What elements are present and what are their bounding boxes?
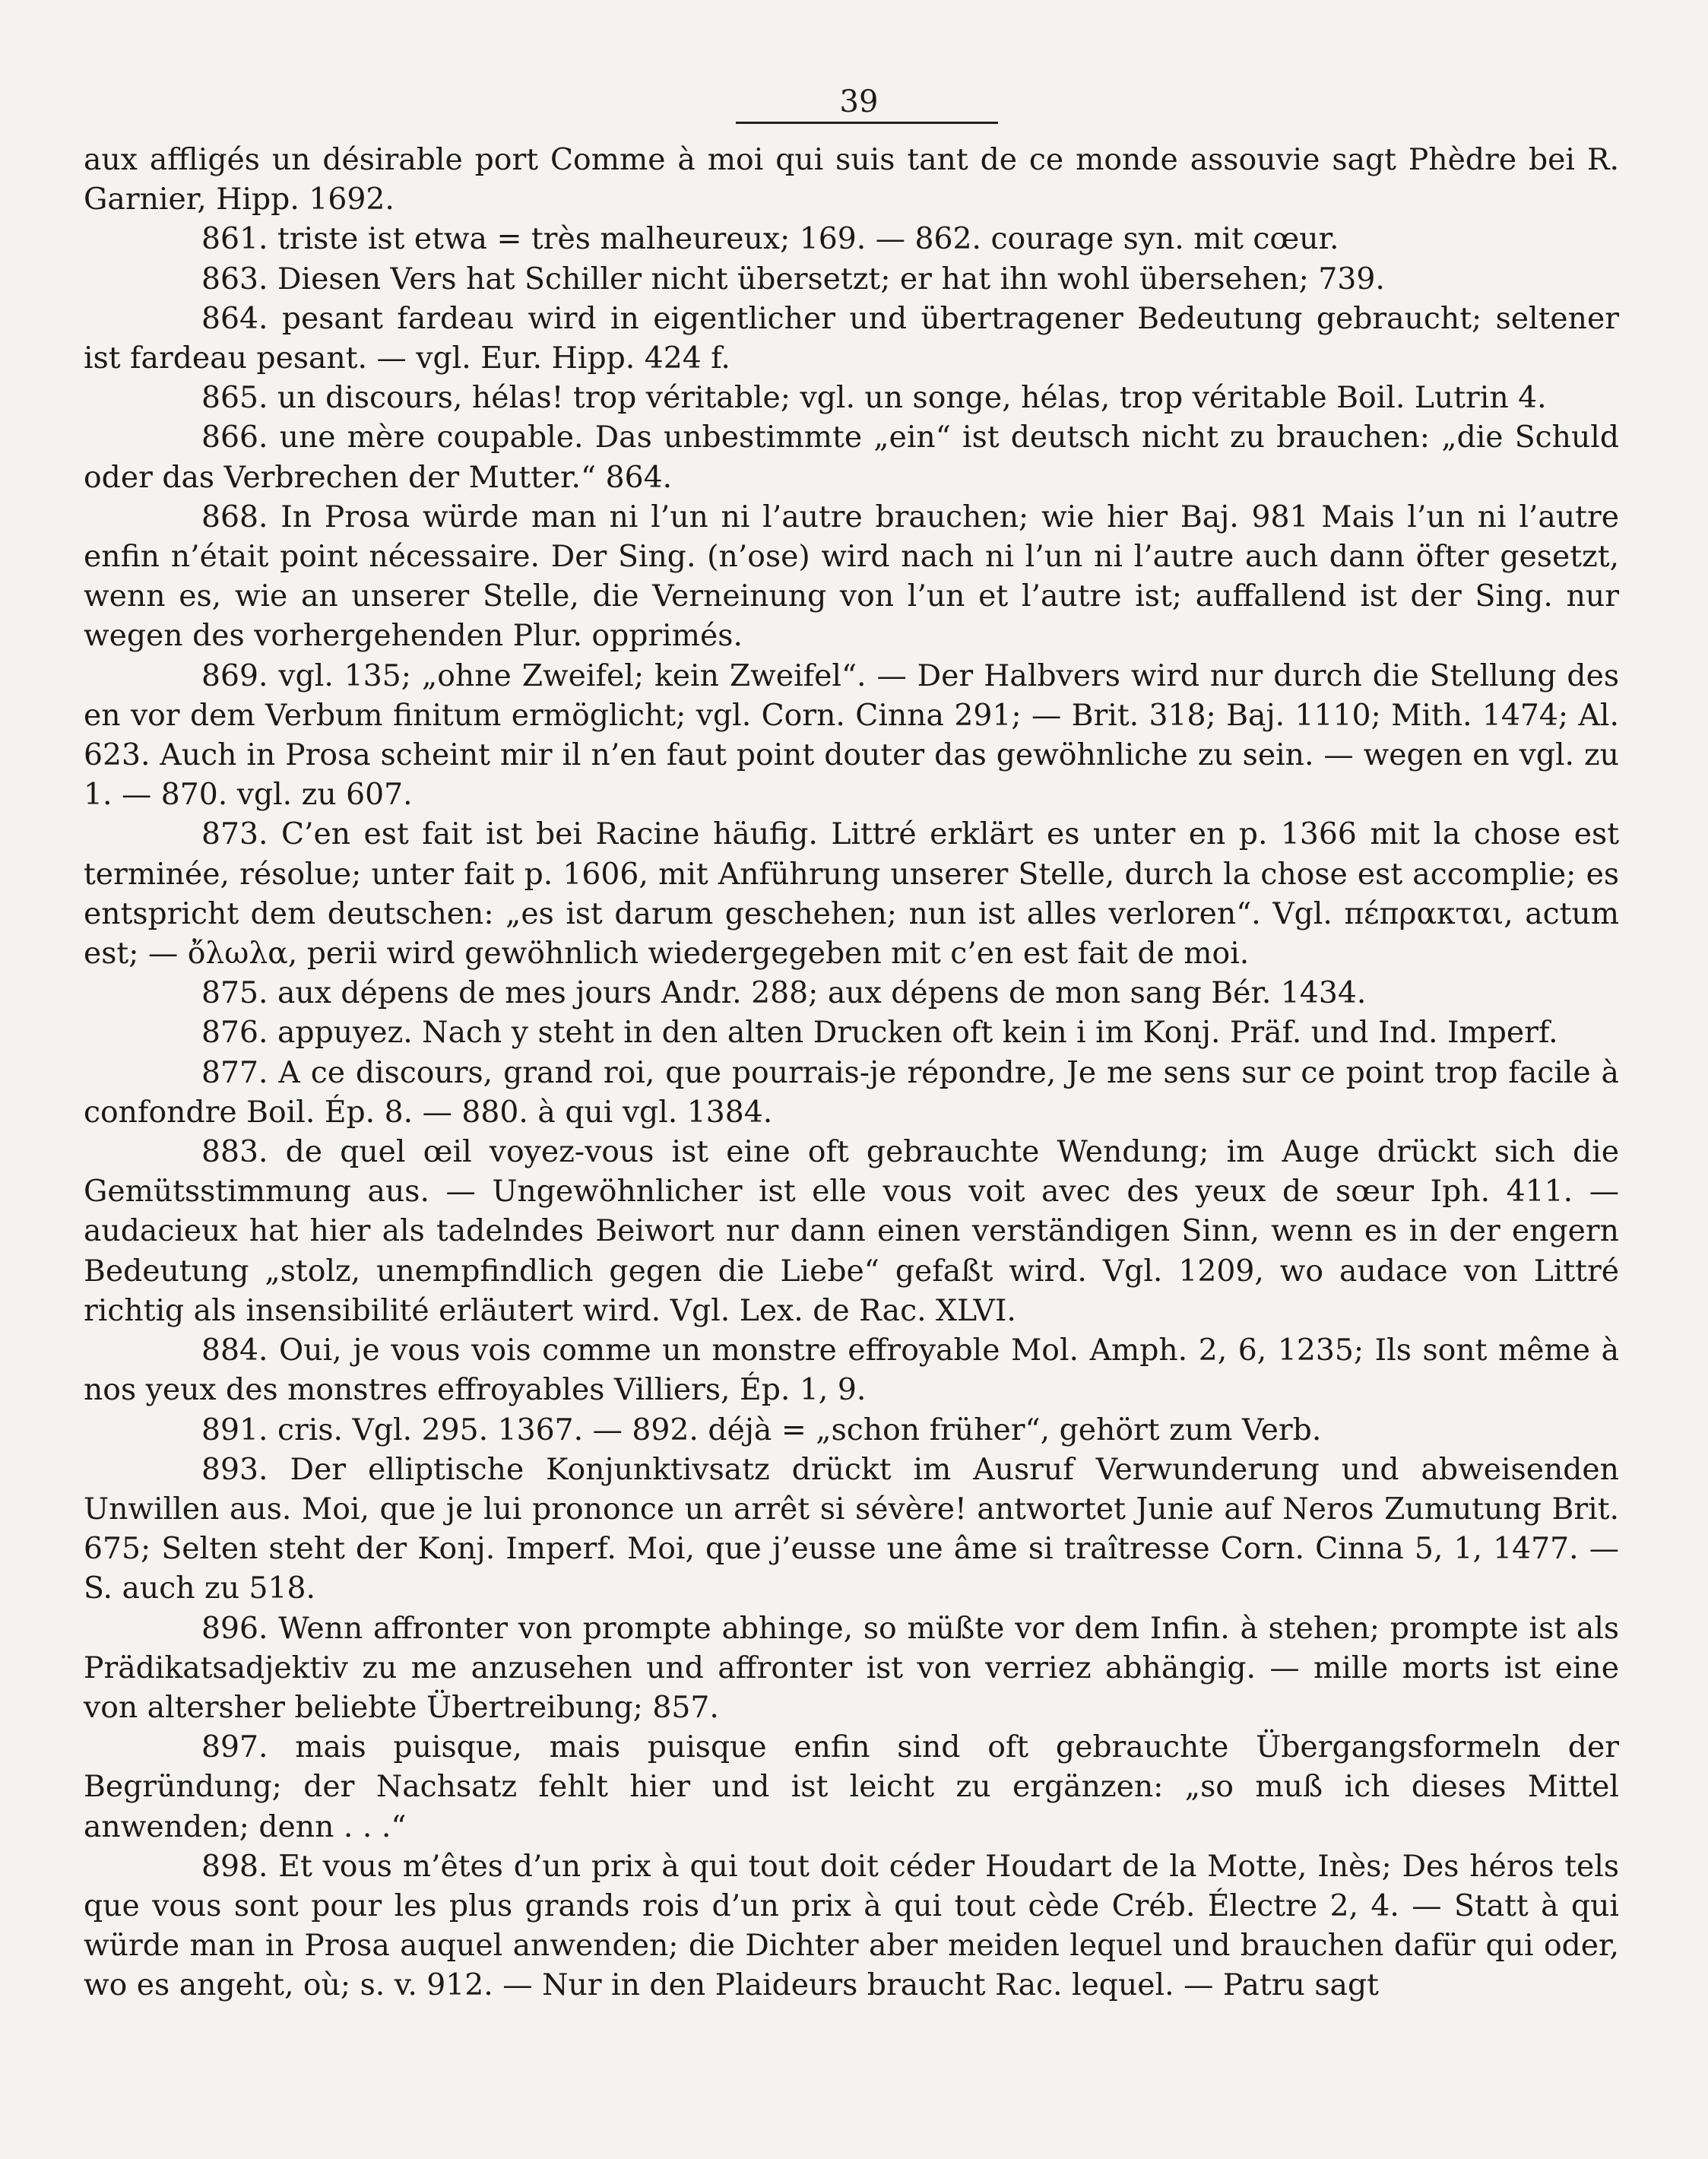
- paragraph-continued: aux affligés un désirable port Comme à moi qui suis tant de ce monde assouvie sagt Phèdre bei R. Garnier, Hipp. 1692.: [84, 143, 1619, 217]
- note-863: 863. Diesen Vers hat Schiller nicht übersetzt; er hat ihn wohl übersehen; 739.: [201, 262, 1385, 296]
- note-896: 896. Wenn affronter von prompte abhinge, so müßte vor dem Infin. à stehen; prompte ist als Prädikatsadjektiv zu me anzusehen und affronter ist von verriez abhängig. — mille morts ist eine von altersher beliebte Übertreibung; 857.: [84, 1611, 1619, 1725]
- header-rule: [736, 122, 998, 124]
- note-898: 898. Et vous m’êtes d’un prix à qui tout doit céder Houdart de la Motte, Inès; Des héros tels que vous sont pour les plus grands rois d’un prix à qui tout cède Créb. Électre 2, 4. — Statt à qui würde man in Prosa auquel anwenden; die Dichter aber meiden lequel und brauchen dafür qui oder, wo es angeht, où; s. v. 912. — Nur in den Plaideurs braucht Rac. lequel. — Patru sagt: [84, 1849, 1619, 2003]
- note-868: 868. In Prosa würde man ni l’un ni l’autre brauchen; wie hier Baj. 981 Mais l’un ni l’autre enfin n’était point nécessaire. Der Sing. (n’ose) wird nach ni l’un ni l’autre auch dann öfter gesetzt, wenn es, wie an unserer Stelle, die Verneinung von l’un et l’autre ist; auffallend ist der Sing. nur wegen des vorhergehenden Plur. opprimés.: [84, 499, 1619, 654]
- page-number: 39: [839, 84, 879, 119]
- note-864: 864. pesant fardeau wird in eigentlicher und übertragener Bedeutung gebraucht; seltener ist fardeau pesant. — vgl. Eur. Hipp. 424 f.: [84, 301, 1619, 376]
- note-893: 893. Der elliptische Konjunktivsatz drückt im Ausruf Verwunderung und abweisenden Unwillen aus. Moi, que je lui prononce un arrêt si sévère! antwortet Junie auf Neros Zumutung Brit. 675; Selten steht der Konj. Imperf. Moi, que j’eusse une âme si traîtresse Corn. Cinna 5, 1, 1477. — S. auch zu 518.: [84, 1452, 1619, 1606]
- note-891: 891. cris. Vgl. 295. 1367. — 892. déjà = „schon früher“, gehört zum Verb.: [201, 1412, 1322, 1447]
- note-873: 873. C’en est fait ist bei Racine häufig. Littré erklärt es unter en p. 1366 mit la chose est terminée, résolue; unter fait p. 1606, mit Anführung unserer Stelle, durch la chose est accomplie; es entspricht dem deutschen: „es ist darum geschehen; nun ist alles verloren“. Vgl. πέπρακται, actum est; — ὄλωλα, perii wird gewöhnlich wiedergegeben mit c’en est fait de moi.: [84, 817, 1619, 972]
- note-866: 866. une mère coupable. Das unbestimmte „ein“ ist deutsch nicht zu brauchen: „die Schuld oder das Verbrechen der Mutter.“ 864.: [84, 420, 1619, 495]
- note-884: 884. Oui, je vous vois comme un monstre effroyable Mol. Amph. 2, 6, 1235; Ils sont même à nos yeux des monstres effroyables Villiers, Ép. 1, 9.: [84, 1333, 1619, 1408]
- note-877: 877. A ce discours, grand roi, que pourrais-je répondre, Je me sens sur ce point trop facile à confondre Boil. Ép. 8. — 880. à qui vgl. 1384.: [84, 1055, 1619, 1130]
- note-869: 869. vgl. 135; „ohne Zweifel; kein Zweifel“. — Der Halbvers wird nur durch die Stellung des en vor dem Verbum finitum ermöglicht; vgl. Corn. Cinna 291; — Brit. 318; Baj. 1110; Mith. 1474; Al. 623. Auch in Prosa scheint mir il n’en faut point douter das gewöhnliche zu sein. — wegen en vgl. zu 1. — 870. vgl. zu 607.: [84, 658, 1619, 813]
- note-865: 865. un discours, hélas! trop véritable; vgl. un songe, hélas, trop véritable Boil. Lutrin 4.: [201, 381, 1547, 416]
- note-897: 897. mais puisque, mais puisque enfin sind oft gebrauchte Übergangsformeln der Begründung; der Nachsatz fehlt hier und ist leicht zu ergänzen: „so muß ich dieses Mittel anwenden; denn . . .“: [84, 1730, 1619, 1844]
- commentary-body: [84, 141, 1619, 2006]
- note-883: 883. de quel œil voyez-vous ist eine oft gebrauchte Wendung; im Auge drückt sich die Gemütsstimmung aus. — Ungewöhnlicher ist elle vous voit avec des yeux de sœur Iph. 411. — audacieux hat hier als tadelndes Beiwort nur dann einen verständigen Sinn, wenn es in der engern Bedeutung „stolz, unempfindlich gegen die Liebe“ gefaßt wird. Vgl. 1209, wo audace von Littré richtig als insensibilité erläutert wird. Vgl. Lex. de Rac. XLVI.: [84, 1135, 1619, 1328]
- page: [84, 84, 1619, 2006]
- note-876: 876. appuyez. Nach y steht in den alten Drucken oft kein i im Konj. Präf. und Ind. Imperf.: [201, 1016, 1558, 1051]
- note-861: 861. triste ist etwa = très malheureux; 169. — 862. courage syn. mit cœur.: [201, 222, 1339, 257]
- note-875: 875. aux dépens de mes jours Andr. 288; aux dépens de mon sang Bér. 1434.: [201, 976, 1367, 1011]
